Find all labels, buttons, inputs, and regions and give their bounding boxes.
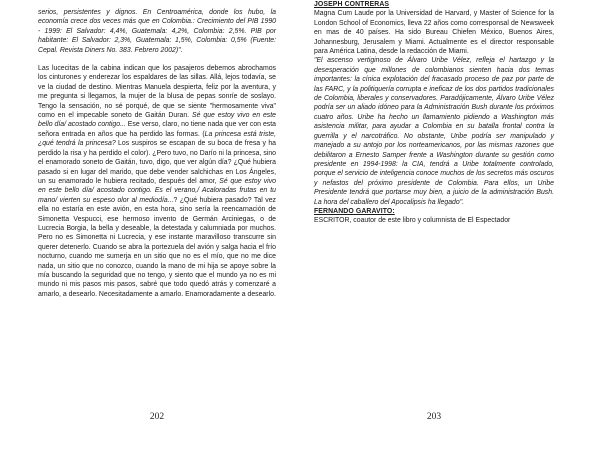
sonnet-quote: Sé que estoy vivo en este bello día/ acostado contigo... <box>38 112 276 129</box>
page-number-right: 203 <box>426 412 442 422</box>
author-heading: FERNANDO GARAVITO: <box>314 207 395 215</box>
dario-quote: La princesa está triste, ¿qué tendrá la princesa? <box>38 130 276 148</box>
right-page <box>314 0 554 450</box>
author-heading: JOSEPH CONTRERAS <box>314 1 390 8</box>
page-number-left: 202 <box>149 412 165 422</box>
paragraph-text: ? ¿Qué hubiera pasado? Tal vez ella no estaría en este avión, en esta hora, sino sería la reencarnación de Simonetta Vespucci, ese hermoso invento de Germán Arciniegas, o de Lucrecia Borgia, la bella y deseable, la detestada y calumniada por muchos. Pero no es Simonetta ni Lucrecia, y ese instante maravilloso transcurre sin querer detenerlo. Cuando se abra la portezuela del avión y salga hacia el frío nocturno, cuando me sumerja en un sitio que no es el mío, que no me dice nada, un sitio que no conozco, cuando la mano de mi hija se apoye sobre la mía buscando la seguridad que no tengo, y siento que el mundo ya no es mi mundo ni mis pasos mis pasos, sabré que todo quedó atrás y comenzaré a amarlo, a desearlo. Necesitadamente a amarlo. Enamoradamente a desearlo. <box>38 196 276 298</box>
left-paragraph-2 <box>38 64 276 299</box>
left-paragraph-1: serios, persistentes y dignos. En Centroamérica, donde los hubo, la economía crece dos veces más que en Colombia.: Crecimiento del PIB 1990 - 1999: El Salvador: 4,4%, Guatemala: 4,2%, Colombia: 2,5%. PIB por habitante: El Salvador: 2,3%, Guatemala: 1,5%, Colombia: 0,5% (Fuente: Cepal. Revista Diners No. 383. Febrero 2002)". <box>38 9 276 54</box>
author-bio: ESCRITOR, coautor de este libro y columnista de El Espectador <box>314 217 511 225</box>
paragraph-text: Ese verso, claro, no tiene nada que ver con esta señora entrada en años que ha perdido las formas. ( <box>38 121 276 138</box>
left-page <box>38 0 276 450</box>
author-quote: "El ascenso vertiginoso de Álvaro Uribe Vélez, refleja el hartazgo y la desesperación que millones de colombianos sienten hacia dos temas importantes: la cínica explotación del fracasado proceso de paz por parte de las FARC, y la politiquería corrupta e ineficaz de los dos partidos tradicionales de Colombia, liberales y conservadores. Paradójicamente, Álvaro Uribe Vélez podría ser un aliado idóneo para la Administración Bush durante los próximos cuatro años. Uribe ha hecho un llamamiento pidiendo a Washington más asistencia militar, para ayudar a Colombia en su batalla frontal contra la guerrilla y el narcotráfico. No obstante, Uribe podría ser manipulado y manejado a su antojo por los norteamericanos, por las mismas razones que debilitaron a Ernesto Samper frente a Washington durante su gestión como presidente en 1994-1998: la CIA, tendrá a Uribe totalmente controlado, porque el servicio de inteligencia conoce muchos de los secretos más oscuros y nefastos del próximo presidente de Colombia. Para ellos, un Uribe Presidente tendrá que portarse muy bien, a juicio de la administración Bush. La hora del caballero del Apocalipsis ha llegado". <box>314 57 554 206</box>
paragraph-text: Las lucecitas de la cabina indican que los pasajeros debemos abrochamos los cinturones y enderezar los espaldares de las sillas. Allá, lejos todavía, se ve la ciudad de destino. Mientras Manuela despierta, feliz por la aventura, y me pregunta si llegamos, la mujer de la blusa de pepas sonríe de soslayo. Tengo la sensación, no sé porqué, de que se siente "hermosamente viva" como en el impecable soneto de Gaitán Duran. <box>38 65 276 120</box>
author-bio: Magna Cum Laude por la Universidad de Harvard, y Master of Science for la London School of Economics, lleva 22 años como corresponsal de Newsweek en mas de 40 países. Ha sido Bureau Chiefen México, Buenos Aires, Johannesburg, Jerusalem y Miami. Actualmente es el director responsable para América Latina, desde la redacción de Miami. <box>314 10 554 56</box>
sonnet-quote-long: Sé que estoy vivo en este bello día/ acostado contigo. Es el verano,/ Acaloradas frutas en tu mano/ vierten su espeso olor al mediodía... <box>38 177 276 204</box>
paragraph-text: Los suspiros se escapan de su boca de fresa y ha perdido la risa y ha perdido el color). ¿Pero tuvo, no Darío ni la princesa, sino el enamorado soneto de Gaitán, tuvo, digo, que ver algún día? ¿Qué hubiera pasado si en lugar del marido, que debe vender salchichas en Los Ángeles, un su enamorado le hubiera recitado, después del amor, <box>38 140 276 185</box>
